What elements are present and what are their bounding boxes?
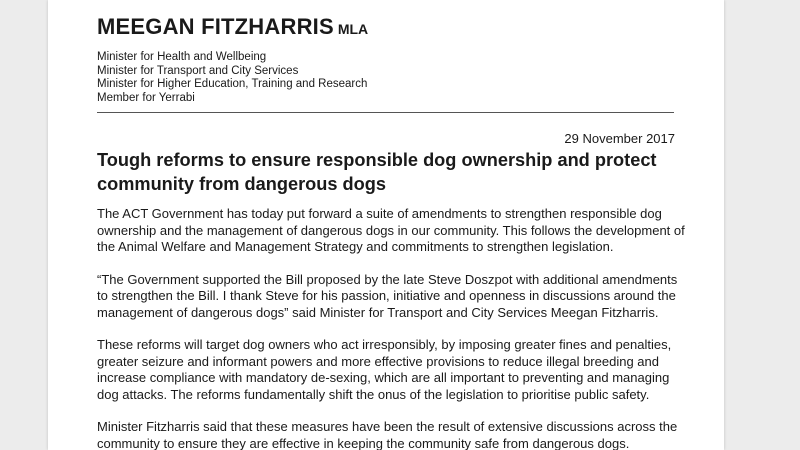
header-divider xyxy=(97,112,674,113)
name-suffix: MLA xyxy=(337,21,369,37)
role-line: Member for Yerrabi xyxy=(97,91,195,104)
paragraph: Minister Fitzharris said that these measures have been the result of extensive discussions across the community to ensure they are effective in keeping the community safe from dangerous dogs. xyxy=(97,419,678,450)
letterhead xyxy=(97,14,368,40)
release-date: 29 November 2017 xyxy=(564,131,675,146)
headline: Tough reforms to ensure responsible dog ownership and protect community from dangerous dogs xyxy=(97,150,657,194)
role-line: Minister for Transport and City Services xyxy=(97,64,299,77)
body-text xyxy=(97,206,687,450)
paragraph: These reforms will target dog owners who act irresponsibly, by imposing greater fines and penalties, greater seizure and informant powers and more effective provisions to reduce illegal breeding and increase compliance with mandatory de-sexing, which are all important to preventing and managing dog attacks. The reforms fundamentally shift the onus of the legislation to prioritise public safety. xyxy=(97,337,672,402)
minister-name: MEEGAN FITZHARRIS xyxy=(97,14,334,39)
paragraph: The ACT Government has today put forward a suite of amendments to strengthen responsible dog ownership and the management of dangerous dogs in our community. This follows the development of the Animal Welfare and Management Strategy and commitments to strengthen legislation. xyxy=(97,206,685,254)
paragraph: “The Government supported the Bill proposed by the late Steve Doszpot with additional amendments to strengthen the Bill. I thank Steve for his passion, initiative and openness in discussions around the management of dangerous dogs” said Minister for Transport and City Services Meegan Fitzharris. xyxy=(97,271,678,320)
document-page xyxy=(48,0,724,450)
role-line: Minister for Higher Education, Training and Research xyxy=(97,78,368,90)
roles-list xyxy=(97,51,367,105)
role-line: Minister for Health and Wellbeing xyxy=(97,51,267,63)
